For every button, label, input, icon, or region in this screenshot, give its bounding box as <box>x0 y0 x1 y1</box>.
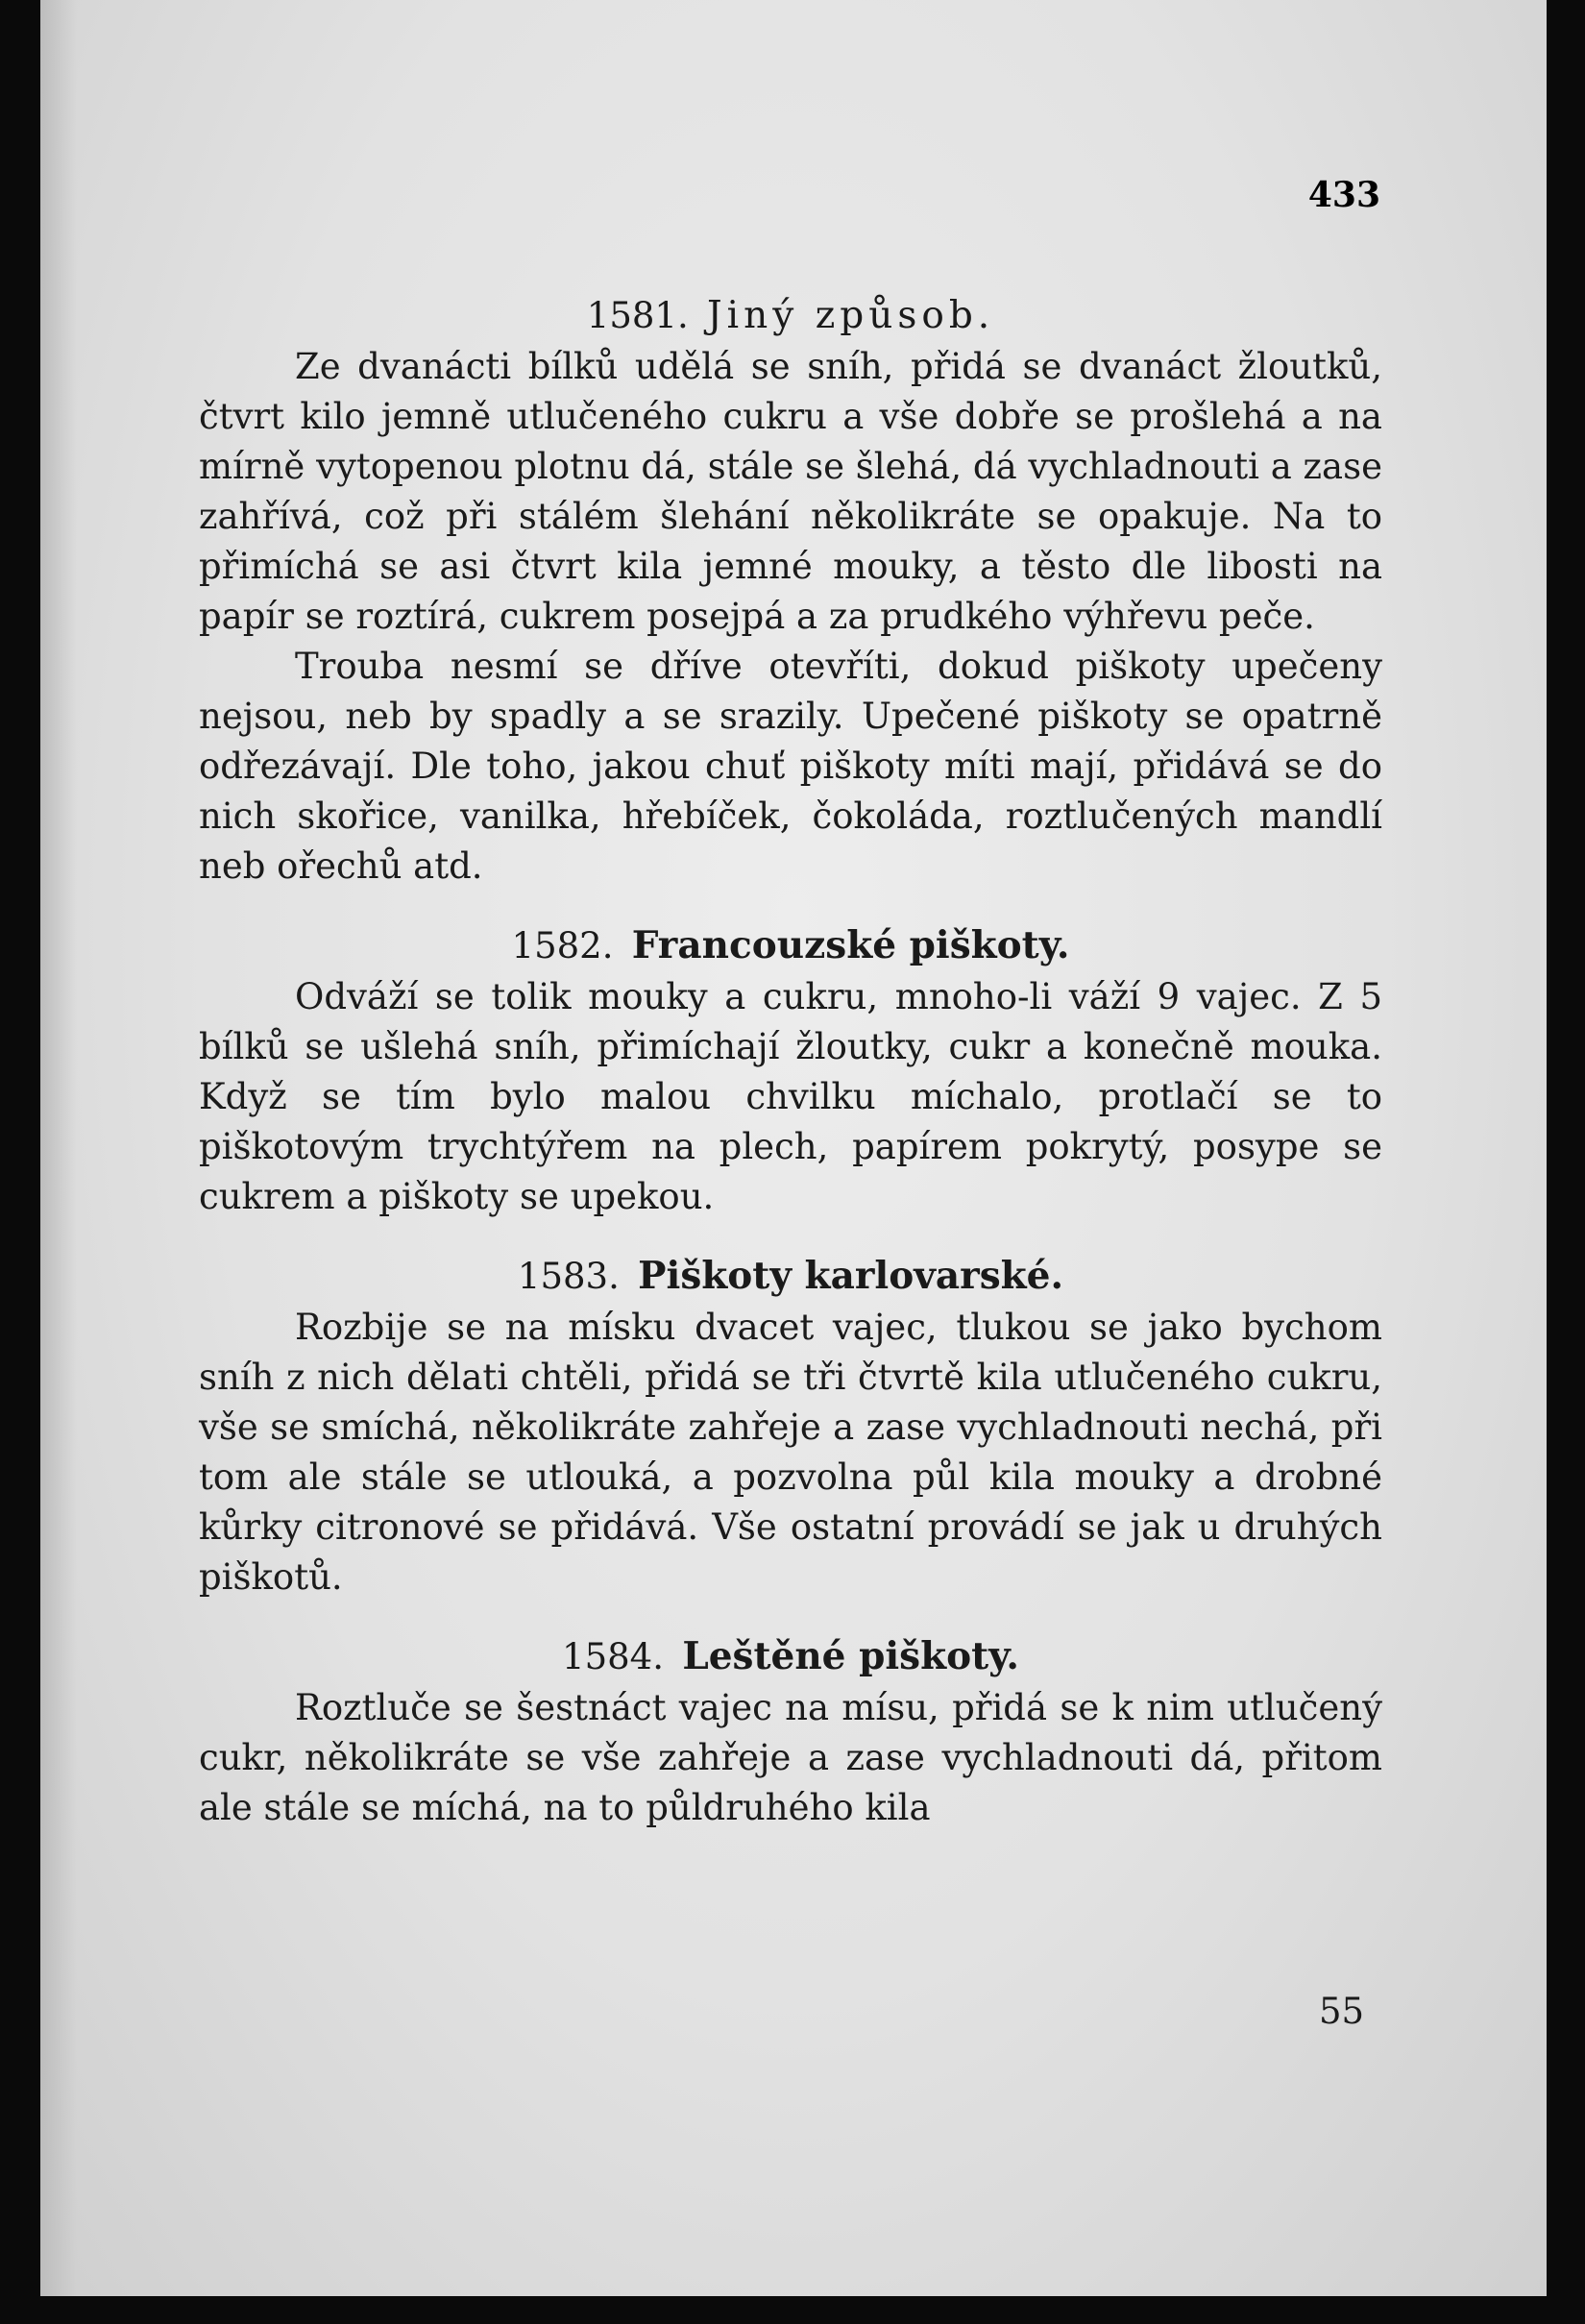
recipe-heading-1584 <box>199 1620 1382 1683</box>
page-text <box>199 0 1382 2032</box>
page-number: 433 <box>1307 175 1380 215</box>
recipe-number: 1584. <box>562 1636 664 1677</box>
recipe-paragraph: Rozbije se na mísku dvacet vajec, tlukou se jako bychom sníh z nich dělati chtěli, přidá se tři čtvrtě kila utlučeného cukru, vše se smíchá, několikráte zahřeje a zase vychladnouti nechá, při tom ale stále se utlouká, a pozvolna půl kila mouky a drobné kůrky citronové se přidává. Vše ostatní provádí se jak u druhých piškotů. <box>199 1307 1382 1598</box>
recipe-paragraph: Odváží se tolik mouky a cukru, mnoho-li váží 9 vajec. Z 5 bílků se ušlehá sníh, přimíchají žloutky, cukr a konečně mouka. Když se tím bylo malou chvilku míchalo, protlačí se to piškotovým trychtýřem na plech, papírem pokrytý, posype se cukrem a piškoty se upekou. <box>199 976 1382 1217</box>
recipe-paragraph: Ze dvanácti bílků udělá se sníh, přidá se dvanáct žloutků, čtvrt kilo jemně utlučeného cukru a vše dobře se prošlehá a na mírně vytopenou plotnu dá, stále se šlehá, dá vychladnouti a zase zahřívá, což při stálém šlehání několikráte se opakuje. Na to přimíchá se asi čtvrt kila jemné mouky, a těsto dle libosti na papír se roztírá, cukrem posejpá a za prudkého výhřevu peče. <box>199 346 1382 637</box>
recipe-heading-1581 <box>199 279 1382 342</box>
recipe-number: 1582. <box>511 925 614 966</box>
recipe-paragraph: Trouba nesmí se dříve otevříti, dokud piškoty upečeny nejsou, neb by spadly a se srazily. Upečené piškoty se opatrně odřezávají. Dle toho, jakou chuť piškoty míti mají, přidává se do nich skořice, vanilka, hřebíček, čokoláda, roztlučených mandlí neb ořechů atd. <box>199 646 1382 887</box>
recipe-heading-1582 <box>199 909 1382 972</box>
signature-mark: 55 <box>1319 1991 1365 2032</box>
recipe-title: Piškoty karlovarské. <box>638 1254 1064 1298</box>
recipe-heading-1583 <box>199 1239 1382 1303</box>
recipe-title: Leštěné piškoty. <box>682 1634 1019 1678</box>
page-shadow <box>40 0 77 2296</box>
book-page <box>40 0 1547 2296</box>
recipe-paragraph: Roztluče se šestnáct vajec na mísu, přidá se k nim utlučený cukr, několikráte se vše zahřeje a zase vychladnouti dá, přitom ale stále se míchá, na to půldruhého kila <box>199 1687 1382 1828</box>
recipe-number: 1583. <box>517 1256 620 1297</box>
recipe-title: Jiný způsob. <box>707 294 995 337</box>
recipe-title: Francouzské piškoty. <box>631 923 1070 967</box>
recipe-number: 1581. <box>586 295 689 336</box>
